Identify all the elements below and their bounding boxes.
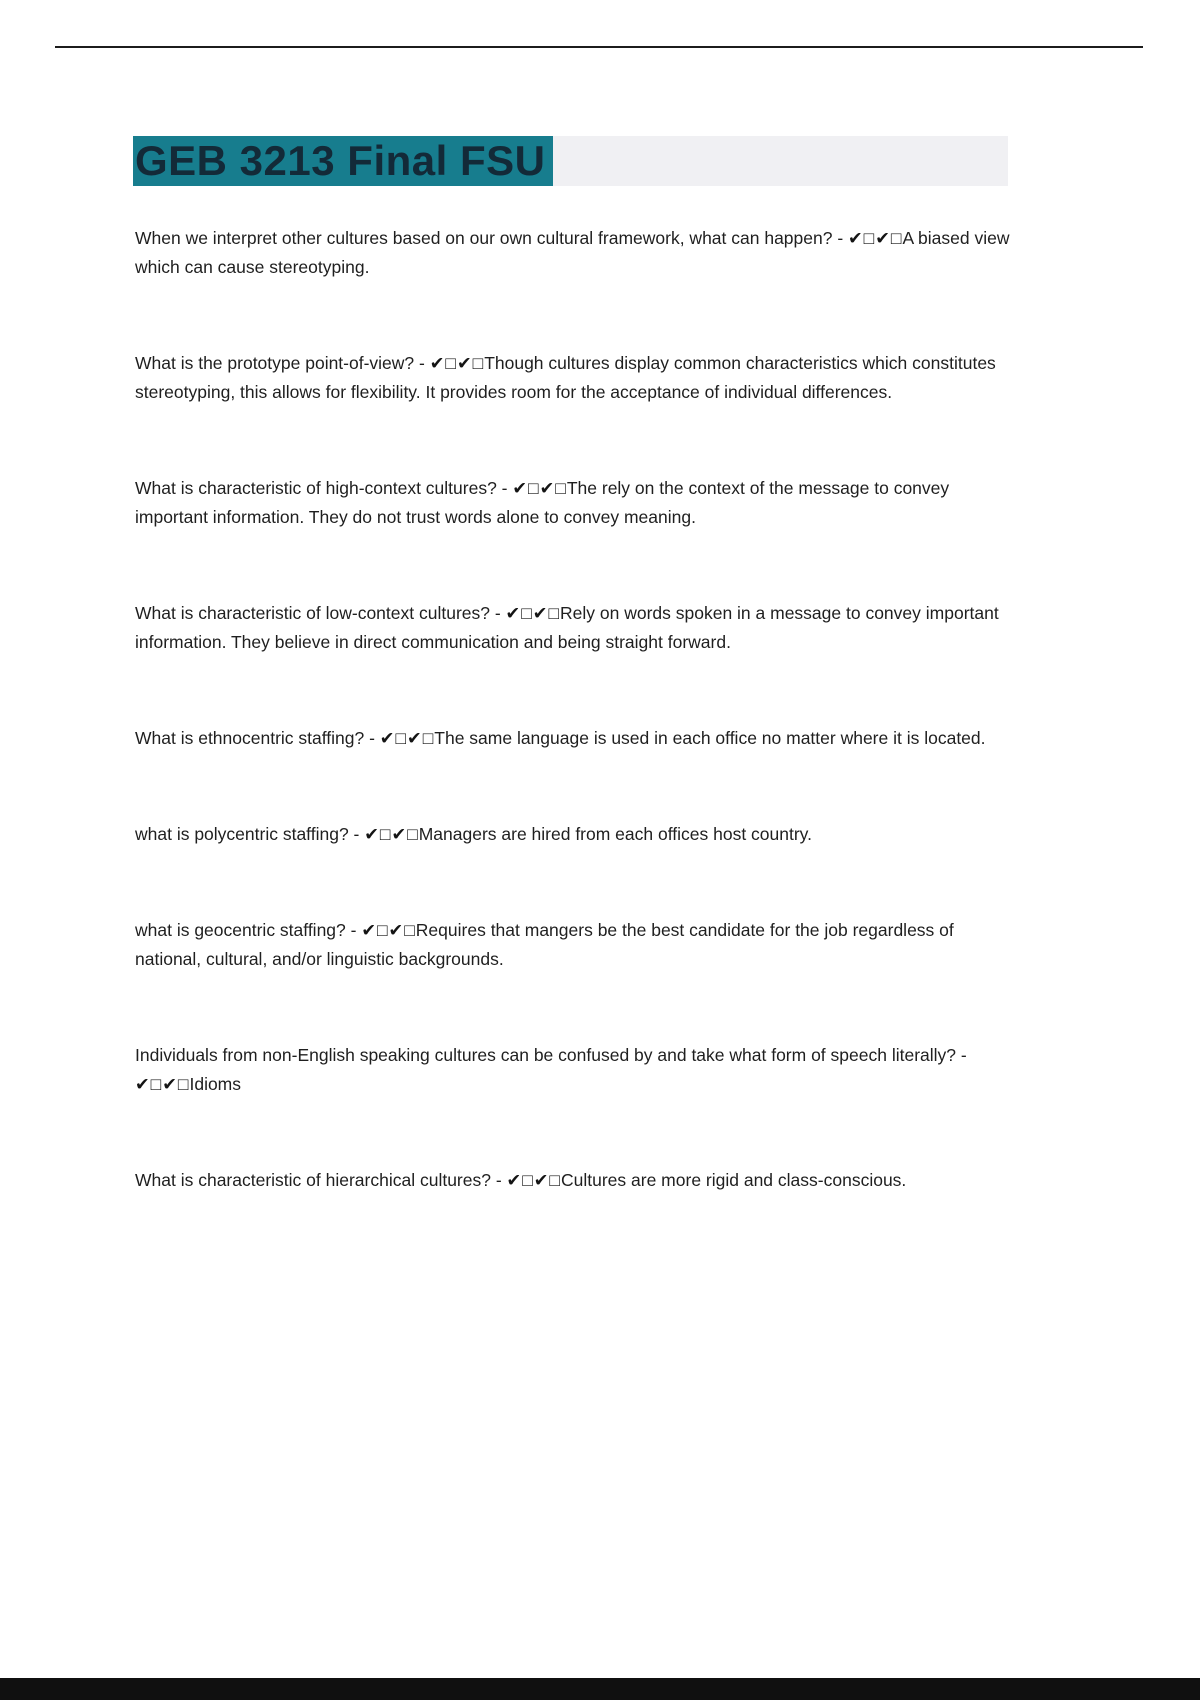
qa-marker: ✔□✔□ [848,228,903,248]
qa-question: what is geocentric staffing? - [135,920,362,940]
qa-marker: ✔□✔□ [506,1170,561,1190]
qa-marker: ✔□✔□ [512,478,567,498]
qa-answer: The rely on the context of the message to convey important information. They do not trust words alone to convey meaning. [135,478,950,527]
qa-question: What is characteristic of low-context cultures? - [135,603,506,623]
qa-answer: Though cultures display common characteristics which constitutes stereotyping, this allows for flexibility. It provides room for the acceptance of individual differences. [135,353,996,402]
qa-item [135,474,1010,532]
qa-answer: The same language is used in each office no matter where it is located. [434,728,986,748]
qa-question: What is characteristic of high-context cultures? - [135,478,513,498]
qa-question: Individuals from non-English speaking cultures can be confused by and take what form of speech literally? - [135,1045,967,1065]
qa-marker: ✔□✔□ [135,1074,190,1094]
qa-question: what is polycentric staffing? - [135,824,365,844]
title-bar [133,136,1008,186]
qa-list [135,224,1010,1262]
qa-marker: ✔□✔□ [429,353,485,373]
qa-item [135,724,1010,753]
qa-marker: ✔□✔□ [505,603,561,623]
top-horizontal-rule [55,46,1143,48]
qa-item [135,224,1010,282]
qa-question: What is ethnocentric staffing? - [135,728,380,748]
qa-question: What is characteristic of hierarchical cultures? - [135,1170,507,1190]
qa-item [135,820,1010,849]
qa-marker: ✔□✔□ [361,920,416,940]
qa-answer: Cultures are more rigid and class-conscious. [561,1170,907,1190]
title-highlight [133,136,553,186]
qa-marker: ✔□✔□ [379,728,435,748]
qa-answer: Managers are hired from each offices host country. [418,824,813,844]
qa-answer: Requires that mangers be the best candidate for the job regardless of national, cultural, and/or linguistic backgrounds. [135,920,954,969]
qa-item [135,1166,1010,1195]
qa-answer: Rely on words spoken in a message to convey important information. They believe in direct communication and being straight forward. [135,603,999,652]
qa-item [135,599,1010,657]
qa-marker: ✔□✔□ [364,824,419,844]
qa-question: When we interpret other cultures based on our own cultural framework, what can happen? - [135,228,849,248]
bottom-page-bar [0,1678,1200,1700]
qa-question: What is the prototype point-of-view? - [135,353,430,373]
qa-item [135,916,1010,974]
page-title: GEB 3213 Final FSU [135,137,546,184]
qa-answer: Idioms [189,1074,242,1094]
qa-item [135,349,1010,407]
qa-answer: A biased view which can cause stereotyping. [135,228,1010,277]
qa-item [135,1041,1010,1099]
